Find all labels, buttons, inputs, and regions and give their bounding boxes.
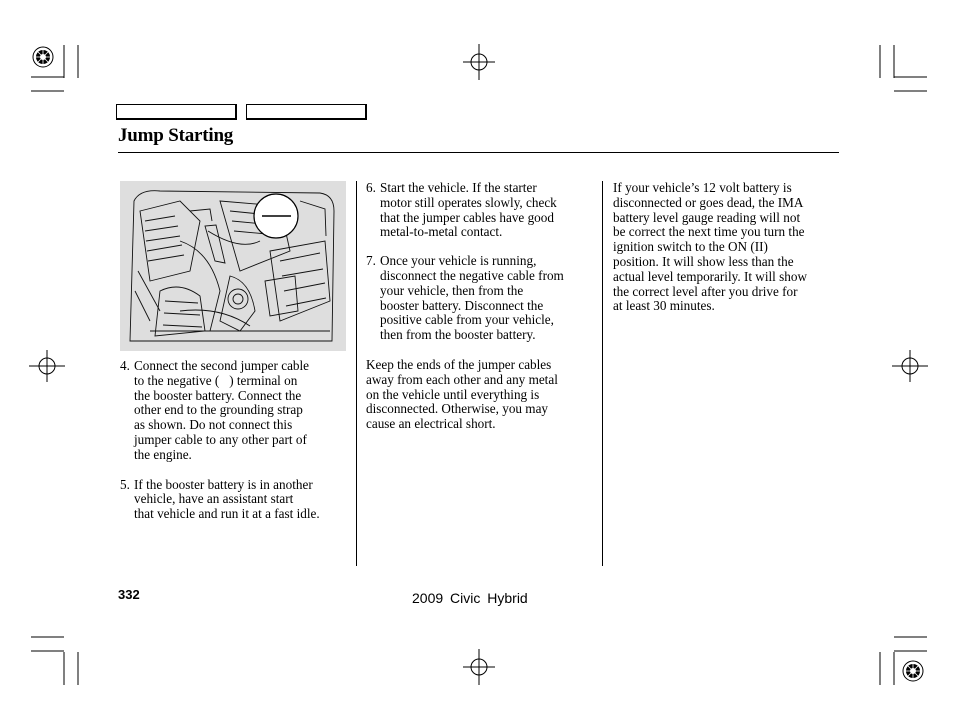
column-divider: [602, 181, 603, 566]
text-line: away from each other and any metal: [366, 371, 558, 387]
text-line: metal-to-metal contact.: [380, 224, 503, 240]
ima-gauge-paragraph: [613, 181, 845, 314]
text-line: cause an electrical short.: [366, 416, 496, 432]
text-line: If your vehicle’s 12 volt battery is: [613, 180, 792, 195]
header-tab-box: [116, 104, 237, 120]
text-line: disconnected. Otherwise, you may: [366, 401, 549, 417]
text-line: that vehicle and run it at a fast idle.: [134, 506, 320, 522]
text-line: then from the booster battery.: [380, 327, 536, 343]
text-line: jumper cable to any other part of: [134, 431, 307, 447]
step-number: 7.: [366, 253, 376, 269]
text-line: motor still operates slowly, check: [380, 194, 557, 210]
text-line: the booster battery. Connect the: [134, 387, 302, 403]
header-tab-box: [246, 104, 367, 120]
text-line: other end to the grounding strap: [134, 402, 303, 418]
text-line: on the vehicle until everything is: [366, 386, 540, 402]
text-line: as shown. Do not connect this: [134, 417, 293, 433]
text-line: at least 30 minutes.: [613, 298, 715, 314]
text-line: Start the vehicle. If the starter: [380, 180, 537, 195]
text-line: the engine.: [134, 446, 192, 462]
text-line: that the jumper cables have good: [380, 209, 554, 225]
engine-jump-start-illustration: [120, 181, 346, 351]
text-line: Once your vehicle is running,: [380, 253, 537, 269]
text-line: position. It will show less than the: [613, 253, 794, 269]
safety-note: [366, 358, 598, 432]
text-line: be correct the next time you turn the: [613, 224, 805, 240]
text-line: the correct level after you drive for: [613, 283, 798, 299]
step-7: [366, 254, 598, 343]
step-4: [120, 359, 352, 463]
page-title: Jump Starting: [118, 125, 234, 146]
page-number: 332: [118, 587, 140, 602]
step-number: 6.: [366, 180, 376, 195]
column-1: [120, 359, 352, 522]
step-number: 5.: [120, 476, 130, 492]
text-line: booster battery. Disconnect the: [380, 297, 544, 313]
text-line: your vehicle, then from the: [380, 282, 524, 298]
text-line: to the negative ( ) terminal on: [134, 372, 298, 388]
engine-drawing: [120, 181, 346, 351]
text-line: battery level gauge reading will not: [613, 209, 801, 225]
column-divider: [356, 181, 357, 566]
text-line: Keep the ends of the jumper cables: [366, 356, 552, 372]
text-line: disconnected or goes dead, the IMA: [613, 194, 804, 210]
column-2: [366, 181, 598, 432]
text-line: vehicle, have an assistant start: [134, 491, 294, 507]
step-5: [120, 478, 352, 522]
text-line: ignition switch to the ON (II): [613, 239, 768, 255]
text-line: positive cable from your vehicle,: [380, 312, 554, 328]
book-title: 2009 Civic Hybrid: [412, 590, 528, 606]
step-6: [366, 181, 598, 240]
step-number: 4.: [120, 358, 130, 373]
column-3: [613, 181, 845, 314]
text-line: disconnect the negative cable from: [380, 267, 564, 283]
text-line: Connect the second jumper cable: [134, 358, 310, 373]
title-rule: [118, 152, 839, 153]
text-line: If the booster battery is in another: [134, 476, 313, 492]
text-line: actual level temporarily. It will show: [613, 268, 807, 284]
